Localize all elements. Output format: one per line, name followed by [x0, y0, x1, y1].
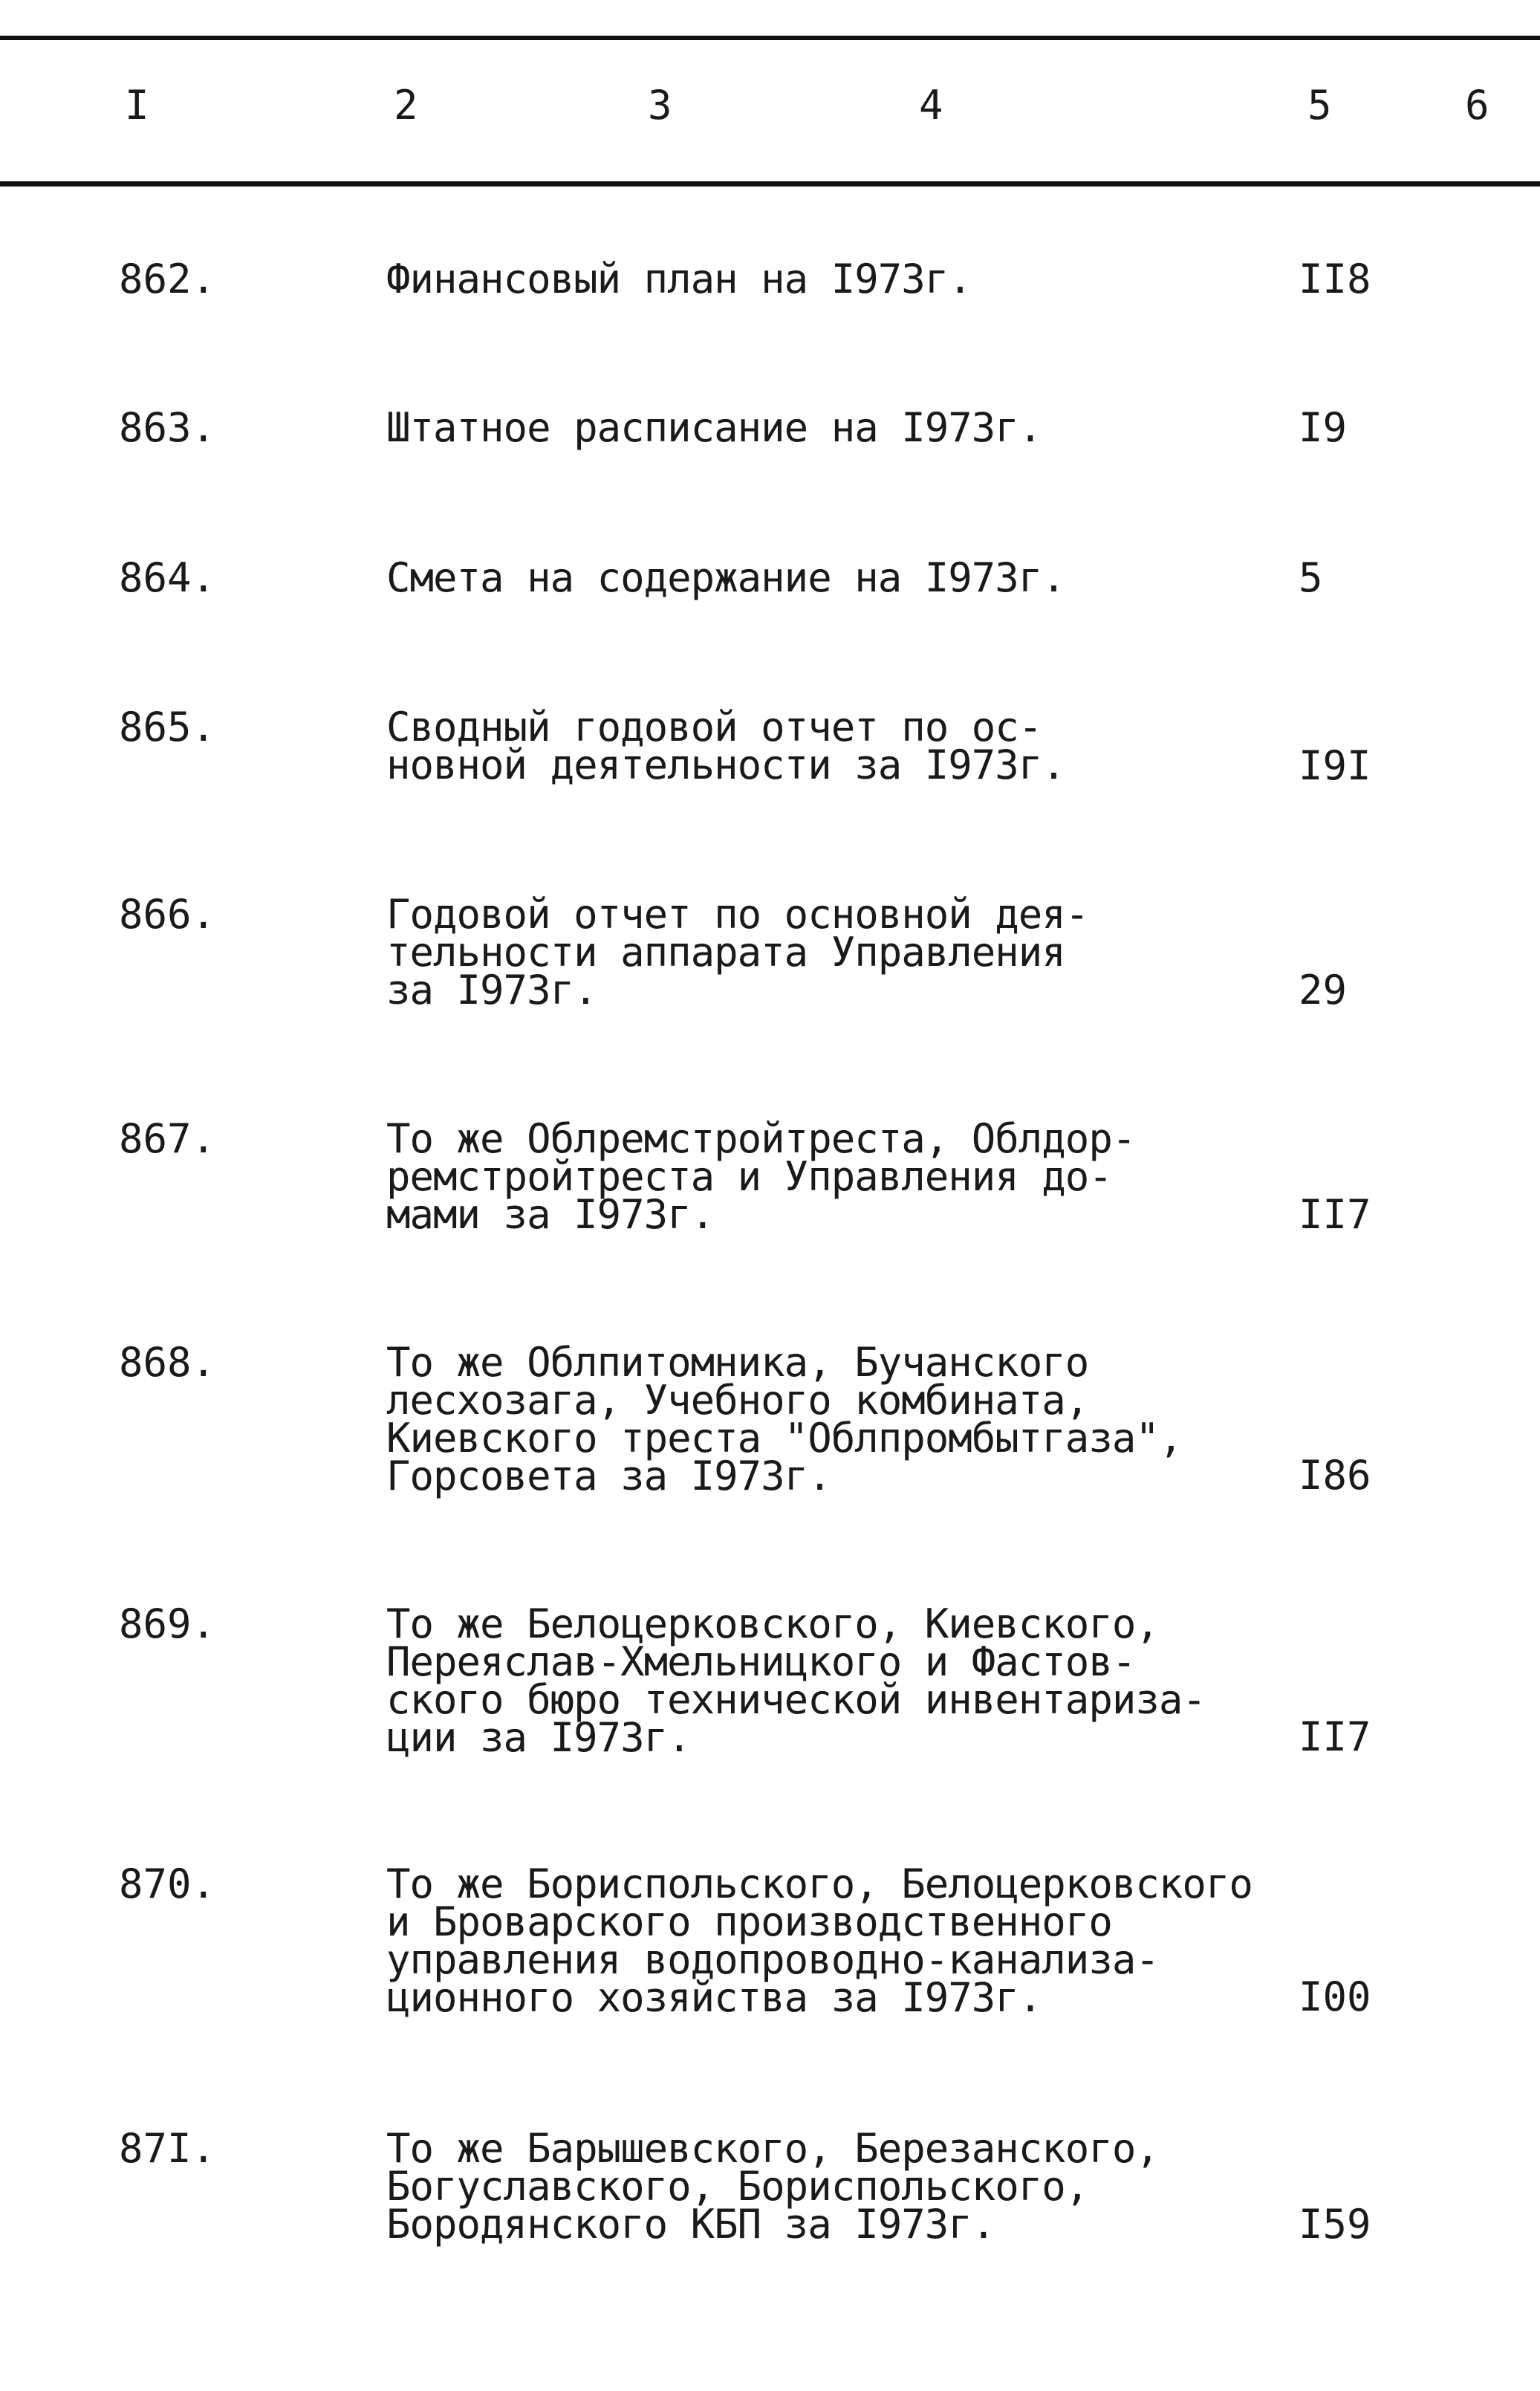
- case-title-line: Сводный годовой отчет по ос-: [386, 704, 1042, 750]
- sheet-count: I9I: [1299, 742, 1371, 789]
- case-title: [386, 404, 1263, 451]
- case-title-line: Штатное расписание на I973г.: [386, 404, 1042, 451]
- case-title-line: тельности аппарата Управления: [386, 929, 1065, 976]
- case-number: 864.: [119, 554, 216, 601]
- header-bottom-rule: [0, 181, 1540, 186]
- case-title-line: ции за I973г.: [386, 1714, 691, 1761]
- case-title-line: лесхозага, Учебного комбината,: [386, 1377, 1089, 1424]
- case-title-line: ционного хозяйства за I973г.: [386, 1974, 1042, 2021]
- sheet-count: I86: [1299, 1452, 1371, 1499]
- case-number: 870.: [119, 1860, 216, 1907]
- case-title: [386, 1860, 1263, 2021]
- case-title-line: Киевского треста "Облпромбытгаза",: [386, 1415, 1183, 1461]
- header-top-rule: [0, 36, 1540, 40]
- case-title: [386, 704, 1263, 788]
- case-title: [386, 2125, 1263, 2248]
- case-title-line: То же Облпитомника, Бучанского: [386, 1339, 1089, 1386]
- column-header-1: I: [125, 82, 149, 129]
- case-title-line: То же Барышевского, Березанского,: [386, 2125, 1159, 2172]
- case-title-line: Переяслав-Хмельницкого и Фастов-: [386, 1638, 1136, 1685]
- sheet-count: I00: [1299, 1973, 1371, 2020]
- case-title-line: управления водопроводно-канализа-: [386, 1936, 1159, 1983]
- column-header-2: 2: [394, 82, 418, 129]
- case-title-line: То же Бориспольского, Белоцерковского: [386, 1860, 1253, 1907]
- case-title-line: Горсовета за I973г.: [386, 1453, 831, 1499]
- sheet-count: I9: [1299, 404, 1348, 451]
- case-title-line: и Броварского производственного: [386, 1898, 1112, 1945]
- case-number: 862.: [119, 256, 216, 302]
- column-header-4: 4: [919, 82, 943, 129]
- case-number: 865.: [119, 704, 216, 750]
- sheet-count: 5: [1299, 554, 1323, 601]
- sheet-count: I59: [1299, 2201, 1371, 2248]
- case-title: [386, 891, 1263, 1013]
- case-number: 87I.: [119, 2125, 216, 2172]
- case-title-line: новной деятельности за I973г.: [386, 742, 1065, 788]
- case-title-line: за I973г.: [386, 967, 597, 1013]
- case-number: 863.: [119, 404, 216, 451]
- column-header-6: 6: [1465, 82, 1489, 129]
- case-number: 867.: [119, 1115, 216, 1162]
- case-title: [386, 1600, 1263, 1761]
- case-title: [386, 1115, 1263, 1238]
- case-number: 866.: [119, 891, 216, 938]
- case-title: [386, 1339, 1263, 1499]
- case-title-line: То же Белоцерковского, Киевского,: [386, 1600, 1159, 1647]
- sheet-count: 29: [1299, 967, 1348, 1013]
- case-title: [386, 256, 1263, 302]
- column-header-3: 3: [648, 82, 672, 129]
- column-header-5: 5: [1307, 82, 1332, 129]
- case-title-line: Богуславского, Бориспольского,: [386, 2163, 1089, 2210]
- case-number: 869.: [119, 1600, 216, 1647]
- sheet-count: II7: [1299, 1191, 1371, 1238]
- case-title-line: Бородянского КБП за I973г.: [386, 2201, 995, 2248]
- sheet-count: II8: [1299, 256, 1371, 302]
- case-title-line: То же Облремстройтреста, Облдор-: [386, 1115, 1136, 1162]
- case-title-line: Смета на содержание на I973г.: [386, 554, 1065, 601]
- case-title-line: ского бюро технической инвентариза-: [386, 1676, 1206, 1723]
- case-title-line: Финансовый план на I973г.: [386, 256, 972, 302]
- case-title-line: мами за I973г.: [386, 1191, 715, 1238]
- case-title: [386, 554, 1263, 601]
- sheet-count: II7: [1299, 1713, 1371, 1760]
- case-title-line: Годовой отчет по основной дея-: [386, 891, 1089, 938]
- case-number: 868.: [119, 1339, 216, 1386]
- case-title-line: ремстройтреста и Управления до-: [386, 1153, 1112, 1200]
